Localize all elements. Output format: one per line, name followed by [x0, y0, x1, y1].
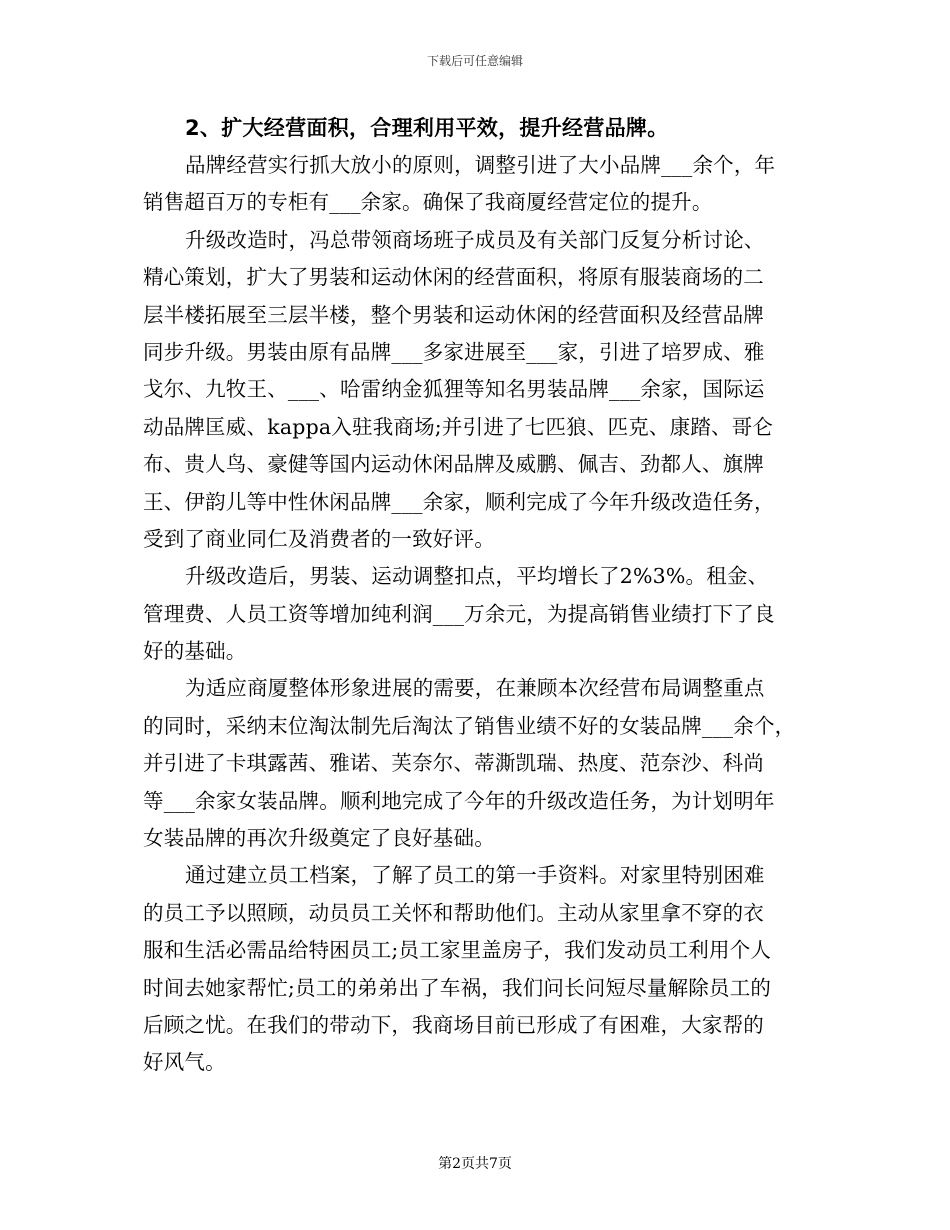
text-line: 同步升级。男装由原有品牌___多家进展至___家，引进了培罗成、雅	[143, 339, 765, 364]
text-line: 升级改造后，男装、运动调整扣点，平均增长了2%3%。租金、	[185, 564, 769, 589]
text-line: 动品牌匡威、kappa入驻我商场;并引进了七匹狼、匹克、康踏、哥仑	[143, 414, 774, 439]
paragraph	[143, 222, 813, 559]
text-line: 布、贵人鸟、豪健等国内运动休闲品牌及威鹏、佩吉、劲都人、旗牌	[143, 452, 764, 477]
text-line: 戈尔、九牧王、___、哈雷纳金狐狸等知名男装品牌___余家，国际运	[143, 377, 765, 402]
text-line: 品牌经营实行抓大放小的原则，调整引进了大小品牌___余个，年	[185, 153, 776, 177]
text-line: 通过建立员工档案，了解了员工的第一手资料。对家里特别困难	[185, 863, 765, 888]
text-line: 好的基础。	[143, 639, 247, 664]
text-line: 并引进了卡琪露茜、雅诺、芙奈尔、蒂澌凯瑞、热度、范奈沙、科尚	[143, 751, 764, 776]
text-line: 时间去她家帮忙;员工的弟弟出了车祸，我们问长问短尽量解除员工的	[143, 975, 772, 1000]
paragraph	[143, 558, 813, 670]
text-line: 服和生活必需品给特困员工;员工家里盖房子，我们发动员工利用个人	[143, 938, 772, 963]
document-body	[143, 110, 813, 1082]
paragraph	[143, 147, 813, 222]
text-line: 精心策划，扩大了男装和运动休闲的经营面积，将原有服装商场的二	[143, 265, 764, 290]
section-heading: 2、扩大经营面积，合理利用平效，提升经营品牌。	[185, 116, 669, 140]
text-line: 好风气。	[143, 1050, 226, 1075]
text-line: 层半楼拓展至三层半楼，整个男装和运动休闲的经营面积及经营品牌	[143, 302, 764, 327]
text-line: 销售超百万的专柜有___余家。确保了我商厦经营定位的提升。	[143, 190, 713, 215]
text-line: 受到了商业同仁及消费者的一致好评。	[143, 526, 495, 551]
paragraph	[143, 857, 813, 1081]
paragraph	[143, 670, 813, 857]
text-line: 王、伊韵儿等中性休闲品牌___余家，顺利完成了今年升级改造任务，	[143, 489, 775, 514]
text-line: 为适应商厦整体形象进展的需要，在兼顾本次经营布局调整重点	[185, 676, 765, 701]
text-line: 管理费、人员工资等增加纯利润___万余元，为提高销售业绩打下了良	[143, 601, 775, 626]
text-line: 升级改造时，冯总带领商场班子成员及有关部门反复分析讨论、	[185, 227, 765, 252]
text-line: 的员工予以照顾，动员员工关怀和帮助他们。主动从家里拿不穿的衣	[143, 900, 764, 925]
page-number: 第2页共7页	[438, 1156, 512, 1172]
text-line: 等___余家女装品牌。顺利地完成了今年的升级改造任务，为计划明年	[143, 788, 775, 813]
page-footer	[0, 1155, 950, 1173]
header-text: 下载后可任意编辑	[426, 54, 523, 68]
text-line: 的同时，采纳末位淘汰制先后淘汰了销售业绩不好的女装品牌___余个，	[143, 713, 796, 738]
text-line: 女装品牌的再次升级奠定了良好基础。	[143, 826, 495, 851]
page-header	[0, 53, 950, 69]
text-line: 后顾之忧。在我们的带动下，我商场目前已形成了有困难，大家帮的	[143, 1012, 764, 1037]
